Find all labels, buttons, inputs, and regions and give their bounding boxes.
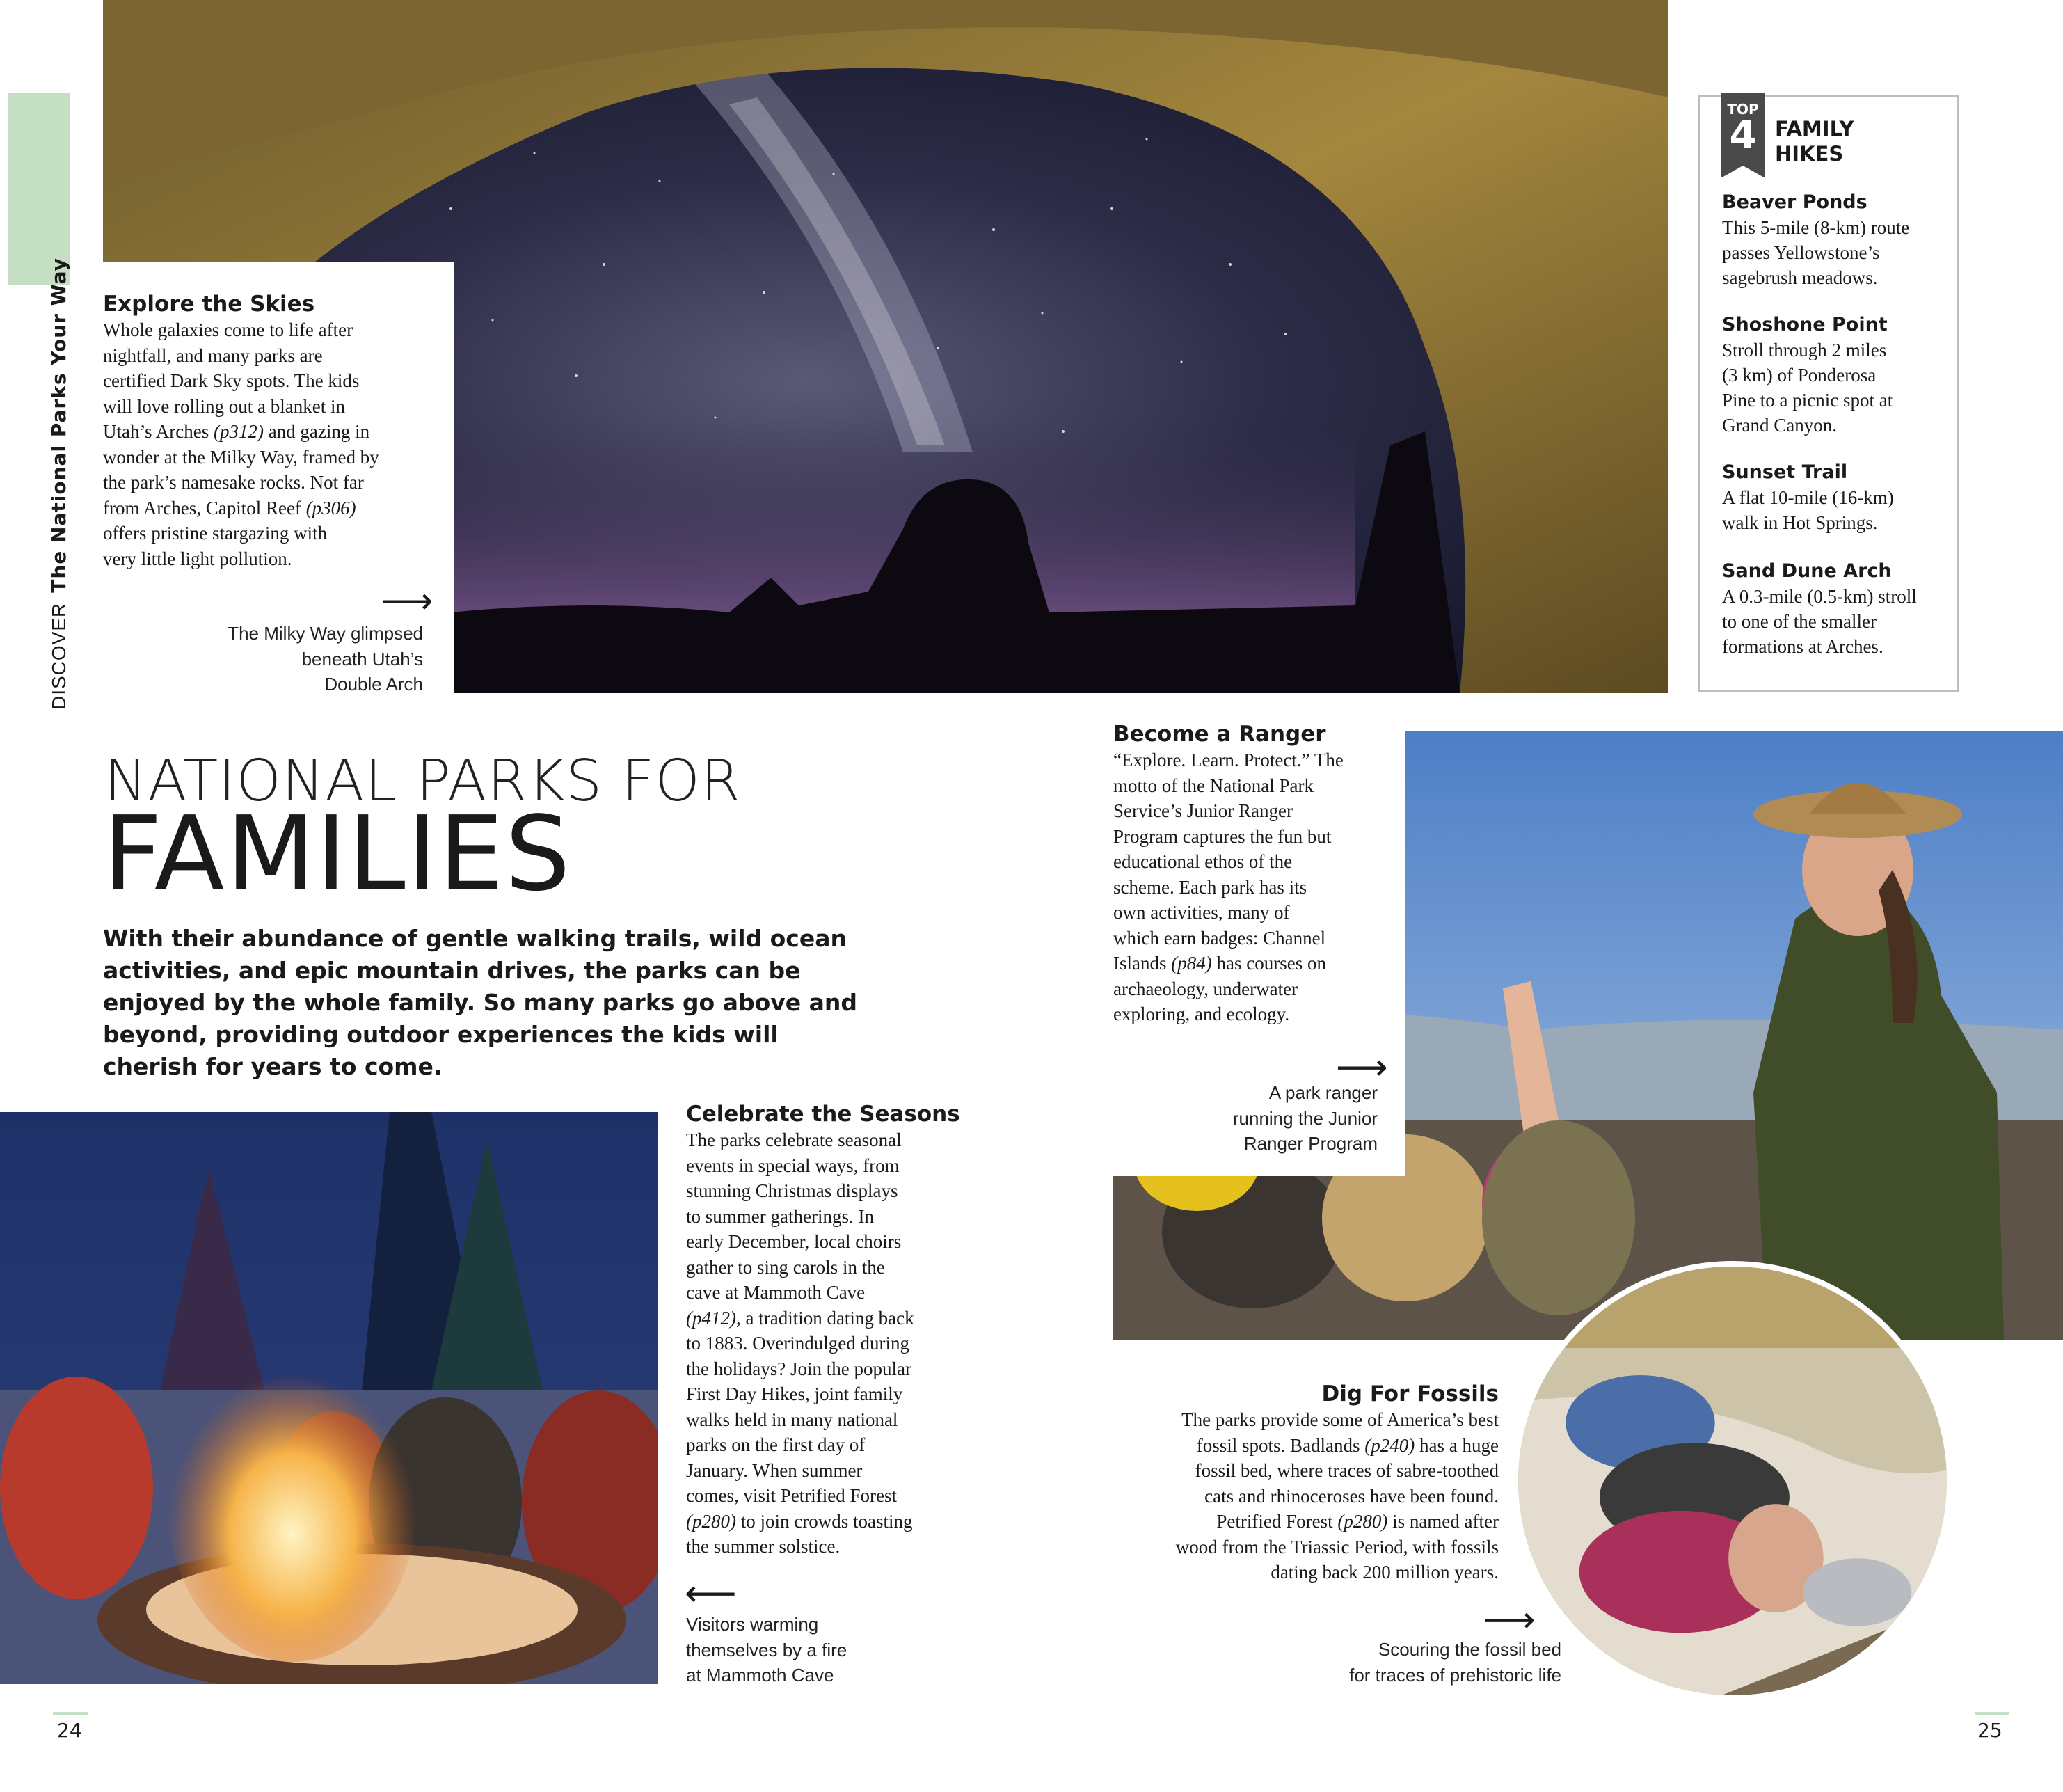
section-running-head [47,257,70,710]
celebrate-seasons-heading: Celebrate the Seasons [686,1102,960,1127]
hike-item: Sunset Trail A flat 10-mile (16-km) walk in Hot Springs. [1722,460,1952,535]
top4-title: FAMILY HIKES [1775,117,1854,166]
badge-number: 4 [1729,113,1757,158]
page-ref[interactable]: (p84) [1171,953,1212,974]
hike-item: Shoshone Point Stroll through 2 miles (3 km) of Ponderosa Pine to a picnic spot at Grand Canyon. [1722,312,1952,438]
dig-fossils-text: The parks provide some of America’s best fossil spots. Badlands (p240) has a huge fossil bed, where traces of sabre-toothed cats and rhinoceroses have been found. Petrified Forest (p280) is named after wood from the Triassic Period, with fossils dating back 200 million years. [1175,1409,1499,1583]
explore-skies-text: Whole galaxies come to life after nightfall, and many parks are certified Dark Sky spots. The kids will love rolling out a blanket in Utah’s Arches (p312) and gazing in wonder at the Milky Way, framed by the park’s namesake rocks. Not far from Arches, Capitol Reef (p306) offers pristine stargazing with very little light pollution. [103,319,379,569]
page-ref[interactable]: (p412) [686,1307,736,1329]
page-title-line2: FAMILIES [103,794,572,914]
page-number-right: 25 [1977,1719,2002,1742]
section-title: The National Parks Your Way [47,257,70,593]
hike-item: Sand Dune Arch A 0.3-mile (0.5-km) stroll to one of the smaller formations at Arches. [1722,559,1952,659]
explore-skies-heading: Explore the Skies [103,292,315,317]
hike-name: Beaver Ponds [1722,191,1867,213]
become-ranger-text: “Explore. Learn. Protect.” The motto of the National Park Service’s Junior Ranger Program captures the fun but educational ethos of the scheme. Each park has its own activities, many of which earn badges: Channel Islands (p84) has courses on archaeology, underwater exploring, and ecology. [1113,750,1344,1024]
caption-arrow-right-icon: ⟶ [1483,1599,1536,1641]
caption-arrow-left-icon: ⟵ [685,1573,737,1615]
photo-campfire [0,1112,658,1684]
page-title-line1: NATIONAL PARKS FOR [104,748,741,814]
page-ref[interactable]: (p280) [686,1510,736,1532]
hike-name: Sunset Trail [1722,461,1848,483]
skies-caption: The Milky Way glimpsed beneath Utah’s Double Arch [228,623,423,695]
page-ref[interactable]: (p306) [305,497,356,518]
fossils-caption: Scouring the fossil bed for traces of prehistoric life [1349,1639,1561,1686]
badge-top-label: TOP [1727,101,1759,118]
celebrate-seasons-text: The parks celebrate seasonal events in special ways, from stunning Christmas displays to summer gatherings. In early December, local choirs gather to sing carols in the cave at Mammoth Cave (p412), a tradition dating back to 1883. Overindulged during the holidays? Join the popular First Day Hikes, joint family walks held in many national parks on the first day of January. When summer comes, visit Petrified Forest (p280) to join crowds toasting the summer solstice. [686,1129,914,1557]
section-tab-marker [8,93,70,285]
page-ref[interactable]: (p312) [213,421,264,442]
page-number-rule-right [1975,1712,2009,1715]
dig-fossils-block [1085,1381,1499,1585]
page-number-rule-left [53,1712,88,1715]
celebrate-seasons-block [686,1101,992,1560]
hike-name: Sand Dune Arch [1722,560,1892,582]
hike-item: Beaver Ponds This 5-mile (8-km) route passes Yellowstone’s sagebrush meadows. [1722,190,1952,290]
page-ref[interactable]: (p240) [1364,1434,1415,1456]
section-label: DISCOVER [48,602,70,710]
top4-family-hikes-box [1698,95,1959,692]
caption-arrow-right-icon: ⟶ [381,580,433,622]
photo-fossil-dig [1513,1261,1952,1701]
hike-name: Shoshone Point [1722,314,1888,335]
become-ranger-panel [1085,717,1405,1176]
top4-badge [1721,93,1765,177]
explore-skies-panel [103,262,454,693]
caption-arrow-right-icon: ⟶ [1336,1047,1388,1088]
badge-notch [1721,166,1765,178]
become-ranger-heading: Become a Ranger [1113,722,1326,747]
dig-fossils-heading: Dig For Fossils [1321,1381,1499,1406]
page-ref[interactable]: (p280) [1337,1511,1388,1532]
page-number-left: 24 [57,1719,82,1742]
ranger-caption: A park ranger running the Junior Ranger Program [1232,1082,1378,1154]
seasons-caption: Visitors warming themselves by a fire at Mammoth Cave [686,1614,847,1686]
intro-paragraph: With their abundance of gentle walking trails, wild ocean activities, and epic mountain drives, the parks can be enjoyed by the whole family. So many parks go above and beyond, providing outdoor experiences the kids will cherish for years to come. [103,925,858,1080]
